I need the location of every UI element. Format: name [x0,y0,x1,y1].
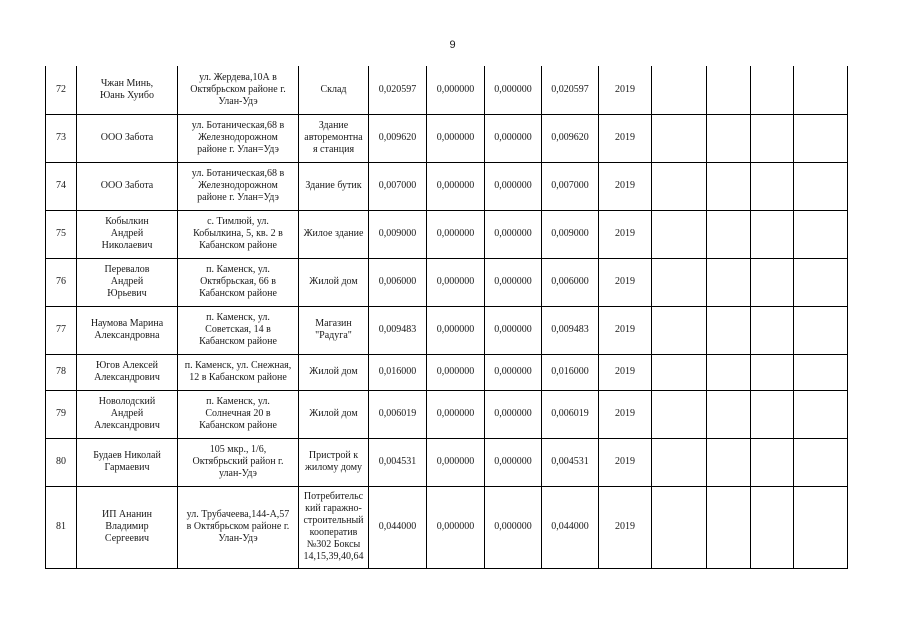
address-cell: 105 мкр., 1/6, Октябрьский район г. улан-Удэ [178,438,299,486]
value-3-cell: 0,000000 [485,66,542,114]
table-row [46,306,848,354]
empty-cell-4 [794,114,848,162]
value-1-cell: 0,009620 [369,114,427,162]
row-number-cell: 74 [46,162,77,210]
owner-cell: Чжан Минь, Юань Хуибо [77,66,178,114]
year-cell: 2019 [599,114,652,162]
empty-cell-4 [794,210,848,258]
row-number-cell: 81 [46,486,77,568]
year-cell: 2019 [599,486,652,568]
value-1-cell: 0,044000 [369,486,427,568]
object-cell: Склад [299,66,369,114]
empty-cell-3 [751,66,794,114]
value-2-cell: 0,000000 [427,210,485,258]
empty-cell-3 [751,354,794,390]
value-2-cell: 0,000000 [427,354,485,390]
value-4-cell: 0,004531 [542,438,599,486]
empty-cell-1 [652,114,707,162]
value-2-cell: 0,000000 [427,306,485,354]
value-3-cell: 0,000000 [485,114,542,162]
page-number: 9 [449,39,456,51]
empty-cell-3 [751,306,794,354]
row-number-cell: 78 [46,354,77,390]
address-cell: ул. Ботаническая,68 в Железнодорожном районе г. Улан=Удэ [178,114,299,162]
empty-cell-4 [794,258,848,306]
empty-cell-3 [751,438,794,486]
row-number-cell: 73 [46,114,77,162]
empty-cell-4 [794,438,848,486]
value-1-cell: 0,009483 [369,306,427,354]
empty-cell-4 [794,66,848,114]
value-2-cell: 0,000000 [427,390,485,438]
registry-body [46,66,848,568]
empty-cell-2 [707,438,751,486]
empty-cell-3 [751,162,794,210]
empty-cell-4 [794,390,848,438]
address-cell: с. Тимлюй, ул. Кобылкина, 5, кв. 2 в Кабанском районе [178,210,299,258]
owner-cell: Будаев Николай Гармаевич [77,438,178,486]
empty-cell-1 [652,390,707,438]
object-cell: Здание бутик [299,162,369,210]
value-4-cell: 0,020597 [542,66,599,114]
object-cell: Магазин "Радуга" [299,306,369,354]
year-cell: 2019 [599,162,652,210]
value-4-cell: 0,016000 [542,354,599,390]
empty-cell-2 [707,486,751,568]
value-4-cell: 0,006000 [542,258,599,306]
table-row [46,486,848,568]
year-cell: 2019 [599,354,652,390]
value-4-cell: 0,006019 [542,390,599,438]
table-row [46,438,848,486]
address-cell: ул. Жердева,10А в Октябрьском районе г. Улан-Удэ [178,66,299,114]
row-number-cell: 80 [46,438,77,486]
value-4-cell: 0,044000 [542,486,599,568]
owner-cell: ООО Забота [77,162,178,210]
table-row [46,162,848,210]
empty-cell-1 [652,210,707,258]
empty-cell-4 [794,306,848,354]
value-3-cell: 0,000000 [485,210,542,258]
address-cell: п. Каменск, ул. Солнечная 20 в Кабанском районе [178,390,299,438]
address-cell: п. Каменск, ул. Снежная, 12 в Кабанском районе [178,354,299,390]
table-row [46,390,848,438]
owner-cell: ИП Ананин Владимир Сергеевич [77,486,178,568]
owner-cell: Новолодский Андрей Александрович [77,390,178,438]
value-1-cell: 0,006000 [369,258,427,306]
owner-cell: Перевалов Андрей Юрьевич [77,258,178,306]
value-4-cell: 0,009620 [542,114,599,162]
empty-cell-1 [652,258,707,306]
value-1-cell: 0,006019 [369,390,427,438]
year-cell: 2019 [599,66,652,114]
value-2-cell: 0,000000 [427,438,485,486]
value-4-cell: 0,007000 [542,162,599,210]
value-3-cell: 0,000000 [485,486,542,568]
object-cell: Здание авторемонтна я станция [299,114,369,162]
row-number-cell: 76 [46,258,77,306]
object-cell: Пристрой к жилому дому [299,438,369,486]
empty-cell-1 [652,66,707,114]
empty-cell-4 [794,354,848,390]
value-3-cell: 0,000000 [485,258,542,306]
object-cell: Жилой дом [299,258,369,306]
empty-cell-2 [707,66,751,114]
row-number-cell: 79 [46,390,77,438]
empty-cell-2 [707,390,751,438]
empty-cell-1 [652,306,707,354]
year-cell: 2019 [599,210,652,258]
owner-cell: Югов Алексей Александрович [77,354,178,390]
value-3-cell: 0,000000 [485,354,542,390]
owner-cell: Кобылкин Андрей Николаевич [77,210,178,258]
object-cell: Жилое здание [299,210,369,258]
table-row [46,258,848,306]
value-2-cell: 0,000000 [427,114,485,162]
empty-cell-2 [707,210,751,258]
table-row [46,210,848,258]
empty-cell-3 [751,210,794,258]
empty-cell-4 [794,162,848,210]
value-4-cell: 0,009000 [542,210,599,258]
value-1-cell: 0,009000 [369,210,427,258]
empty-cell-2 [707,306,751,354]
value-1-cell: 0,007000 [369,162,427,210]
value-2-cell: 0,000000 [427,66,485,114]
address-cell: п. Каменск, ул. Советская, 14 в Кабанском районе [178,306,299,354]
empty-cell-3 [751,390,794,438]
value-2-cell: 0,000000 [427,258,485,306]
object-cell: Жилой дом [299,390,369,438]
address-cell: ул. Трубачеева,144-А,57 в Октябрьском районе г. Улан-Удэ [178,486,299,568]
value-3-cell: 0,000000 [485,438,542,486]
year-cell: 2019 [599,390,652,438]
empty-cell-3 [751,486,794,568]
object-cell: Жилой дом [299,354,369,390]
address-cell: ул. Ботаническая,68 в Железнодорожном районе г. Улан=Удэ [178,162,299,210]
empty-cell-3 [751,258,794,306]
empty-cell-2 [707,354,751,390]
value-3-cell: 0,000000 [485,390,542,438]
empty-cell-1 [652,486,707,568]
table-row [46,66,848,114]
empty-cell-2 [707,258,751,306]
empty-cell-4 [794,486,848,568]
value-2-cell: 0,000000 [427,162,485,210]
address-cell: п. Каменск, ул. Октябрьская, 66 в Кабанском районе [178,258,299,306]
value-2-cell: 0,000000 [427,486,485,568]
empty-cell-2 [707,162,751,210]
year-cell: 2019 [599,438,652,486]
object-cell: Потребительс кий гаражно- строительный кооператив №302 Боксы 14,15,39,40,64 [299,486,369,568]
row-number-cell: 77 [46,306,77,354]
owner-cell: ООО Забота [77,114,178,162]
empty-cell-3 [751,114,794,162]
value-1-cell: 0,004531 [369,438,427,486]
value-3-cell: 0,000000 [485,162,542,210]
value-4-cell: 0,009483 [542,306,599,354]
empty-cell-2 [707,114,751,162]
owner-cell: Наумова Марина Александровна [77,306,178,354]
row-number-cell: 72 [46,66,77,114]
registry-table [45,66,848,569]
table-row [46,114,848,162]
table-row [46,354,848,390]
empty-cell-1 [652,162,707,210]
value-3-cell: 0,000000 [485,306,542,354]
value-1-cell: 0,020597 [369,66,427,114]
year-cell: 2019 [599,258,652,306]
empty-cell-1 [652,354,707,390]
value-1-cell: 0,016000 [369,354,427,390]
year-cell: 2019 [599,306,652,354]
row-number-cell: 75 [46,210,77,258]
empty-cell-1 [652,438,707,486]
